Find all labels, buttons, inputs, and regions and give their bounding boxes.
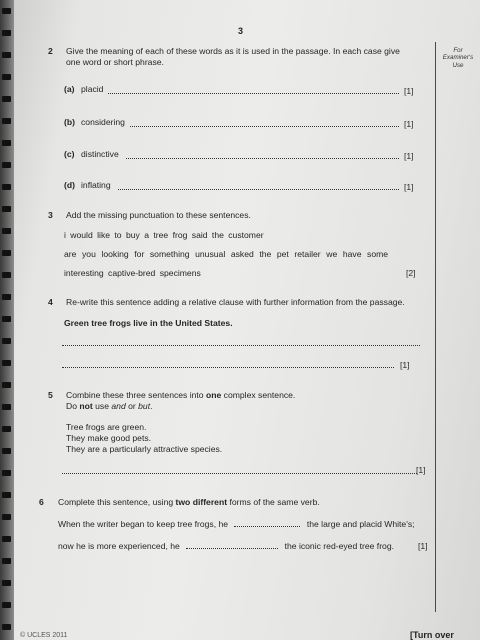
- q3-mark: [2]: [406, 268, 416, 278]
- examiner-margin-line: [435, 42, 436, 612]
- q5-instruction-bold: one: [205, 390, 222, 400]
- q5-note-or: or: [125, 401, 139, 411]
- binding-hole: [2, 250, 11, 256]
- binding-hole: [2, 514, 11, 520]
- q5-sentence-1: Tree frogs are green.: [66, 422, 147, 432]
- q4-number: 4: [48, 297, 53, 307]
- q2a-label: (a): [64, 84, 75, 94]
- binding-hole: [2, 74, 11, 80]
- q4-instruction: Re-write this sentence adding a relative clause with further information from the passage.: [66, 297, 405, 307]
- q2-number: 2: [48, 46, 53, 56]
- binding-hole: [2, 624, 11, 630]
- q2d-mark: [1]: [404, 182, 414, 192]
- q5-note-end: .: [150, 401, 153, 411]
- q3-instruction: Add the missing punctuation to these sentences.: [66, 210, 251, 220]
- q5-note-pre: Do: [66, 401, 80, 411]
- binding-hole: [2, 96, 11, 102]
- q6-line-1: [58, 519, 415, 529]
- q6-line-2: [58, 541, 394, 551]
- binding-hole: [2, 338, 11, 344]
- binding-hole: [2, 118, 11, 124]
- q5-sentence-2: They make good pets.: [66, 433, 152, 443]
- examiner-line-2: Examiner's: [442, 54, 474, 62]
- q6-line-1-post: the large and placid White's;: [306, 519, 415, 529]
- binding-hole: [2, 602, 11, 608]
- q3-line-1: i would like to buy a tree frog said the customer: [64, 230, 264, 240]
- binding-hole: [2, 426, 11, 432]
- turn-over-footer: [Turn over: [410, 630, 454, 640]
- binding-hole: [2, 382, 11, 388]
- q5-note-mid: use: [92, 401, 112, 411]
- q6-instruction-pre: Complete this sentence, using: [58, 497, 176, 507]
- q5-number: 5: [48, 390, 53, 400]
- q2b-answer-line[interactable]: [130, 126, 399, 127]
- q6-line-2-post: the iconic red-eyed tree frog.: [284, 541, 394, 551]
- q3-line-2: are you looking for something unusual asked the pet retailer we have some: [64, 249, 389, 259]
- q4-answer-line-2[interactable]: [62, 367, 394, 368]
- q6-line-1-pre: When the writer began to keep tree frogs, he: [58, 519, 229, 529]
- binding-hole: [2, 8, 11, 14]
- exam-page: [14, 0, 480, 640]
- q3-number: 3: [48, 210, 53, 220]
- q4-sentence: Green tree frogs live in the United States.: [64, 318, 233, 328]
- binding-hole: [2, 558, 11, 564]
- q5-note-but: but: [138, 401, 151, 411]
- binding-hole: [2, 404, 11, 410]
- page-number: 3: [238, 26, 244, 36]
- copyright-footer: © UCLES 2011: [20, 632, 68, 639]
- q2d-label: (d): [64, 180, 75, 190]
- spiral-binding: [0, 0, 14, 640]
- binding-hole: [2, 206, 11, 212]
- binding-hole: [2, 228, 11, 234]
- q5-note-and: and: [111, 401, 126, 411]
- q2c-mark: [1]: [404, 151, 414, 161]
- binding-hole: [2, 470, 11, 476]
- q6-number: 6: [39, 497, 44, 507]
- binding-hole: [2, 52, 11, 58]
- q3-line-3: interesting captive-bred specimens: [64, 268, 201, 278]
- q4-answer-line-1[interactable]: [62, 345, 420, 346]
- binding-hole: [2, 360, 11, 366]
- q5-answer-line[interactable]: [62, 473, 417, 474]
- q6-instruction-post: forms of the same verb.: [227, 497, 320, 507]
- binding-hole: [2, 580, 11, 586]
- binding-hole: [2, 536, 11, 542]
- q2d-answer-line[interactable]: [118, 189, 399, 190]
- binding-hole: [2, 30, 11, 36]
- q5-instruction: [66, 390, 295, 400]
- binding-hole: [2, 184, 11, 190]
- q4-mark: [1]: [400, 360, 410, 370]
- q2b-mark: [1]: [404, 119, 414, 129]
- q6-instruction: [58, 497, 320, 507]
- binding-hole: [2, 294, 11, 300]
- q6-blank-2[interactable]: [186, 548, 278, 549]
- q6-line-2-pre: now he is more experienced, he: [58, 541, 180, 551]
- binding-hole: [2, 140, 11, 146]
- binding-hole: [2, 162, 11, 168]
- q2a-mark: [1]: [404, 86, 414, 96]
- q2d-word: inflating: [81, 180, 111, 190]
- binding-hole: [2, 272, 11, 278]
- q2c-word: distinctive: [81, 149, 119, 159]
- q2a-word: placid: [81, 84, 104, 94]
- q5-instruction-pre: Combine these three sentences into: [66, 390, 206, 400]
- q2b-word: considering: [81, 117, 125, 127]
- q6-instruction-bold: two different: [175, 497, 228, 507]
- examiner-line-1: For: [453, 47, 463, 54]
- q2-instruction-2: one word or short phrase.: [66, 57, 164, 67]
- binding-hole: [2, 316, 11, 322]
- q5-note-not: not: [79, 401, 93, 411]
- q5-sentence-3: They are a particularly attractive species.: [66, 444, 223, 454]
- q5-note: [66, 401, 153, 411]
- q2c-answer-line[interactable]: [126, 158, 399, 159]
- q6-blank-1[interactable]: [234, 526, 300, 527]
- binding-hole: [2, 492, 11, 498]
- q2b-label: (b): [64, 117, 75, 127]
- q2a-answer-line[interactable]: [108, 93, 399, 94]
- q6-mark: [1]: [418, 541, 428, 551]
- q5-mark: [1]: [416, 465, 426, 475]
- q2-instruction-1: Give the meaning of each of these words as it is used in the passage. In each case give: [66, 46, 400, 56]
- examiner-line-3: Use: [452, 61, 464, 69]
- q5-instruction-post: complex sentence.: [221, 390, 296, 400]
- binding-hole: [2, 448, 11, 454]
- examiner-use-label: [438, 47, 478, 69]
- q2c-label: (c): [64, 149, 75, 159]
